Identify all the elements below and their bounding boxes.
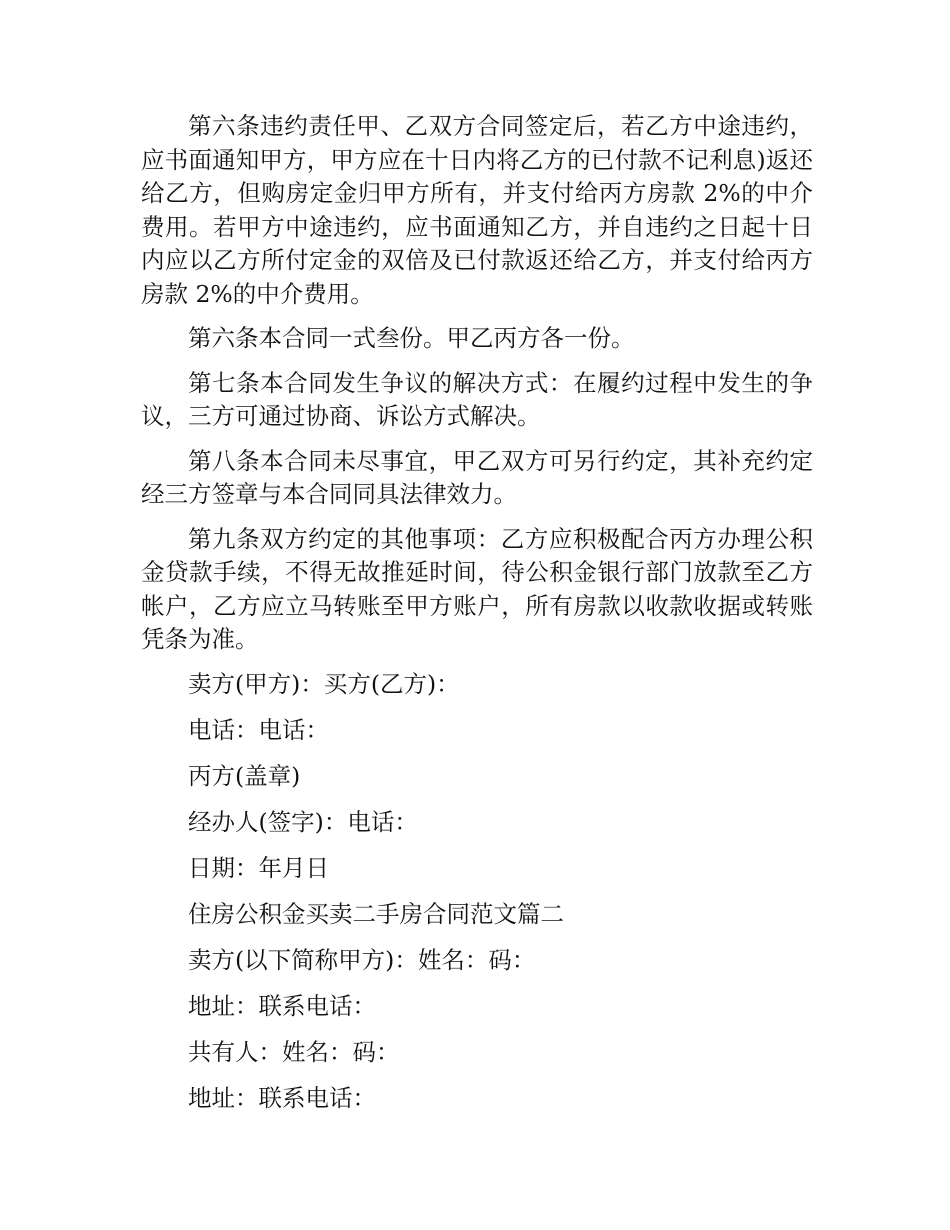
clause-other-matters: 第九条双方约定的其他事项：乙方应积极配合丙方办理公积金贷款手续，不得无故推延时间，待公积金银行部门放款至乙方帐户，乙方应立马转账至甲方账户，所有房款以收款收据或转账凭条为准。 [141, 524, 813, 653]
address-line: 地址：联系电话： [188, 991, 376, 1020]
clause-copies: 第六条本合同一式叁份。甲乙丙方各一份。 [188, 324, 635, 352]
party-c-seal-line: 丙方(盖章) [188, 761, 301, 790]
co-owner-line: 共有人：姓名：码： [188, 1037, 400, 1066]
document-body [141, 110, 813, 1128]
co-owner-address-line: 地址：联系电话： [188, 1083, 376, 1112]
seller-info-line: 卖方(以下简称甲方)：姓名：码： [188, 945, 536, 974]
clause-breach-liability: 第六条违约责任甲、乙双方合同签定后，若乙方中途违约，应书面通知甲方，甲方应在十日内将乙方的已付款不记利息)返还给乙方，但购房定金归甲方所有，并支付给丙方房款 2%的中介费用。若甲方中途违约，应书面通知乙方，并自违约之日起十日内应以乙方所付定金的双倍及已付款返还给乙方，并支付给丙方房款 2%的中介费用。 [141, 112, 813, 308]
agent-signature-line: 经办人(签字)：电话： [188, 807, 418, 836]
clause-dispute-resolution: 第七条本合同发生争议的解决方式：在履约过程中发生的争议，三方可通过协商、诉讼方式解决。 [141, 368, 813, 430]
clause-supplementary: 第八条本合同未尽事宜，甲乙双方可另行约定，其补充约定经三方签章与本合同同具法律效力。 [141, 446, 813, 508]
date-line: 日期：年月日 [188, 853, 329, 882]
section-heading: 住房公积金买卖二手房合同范文篇二 [188, 899, 564, 928]
seller-buyer-signature-line: 卖方(甲方)：买方(乙方)： [188, 669, 460, 698]
phone-line: 电话：电话： [188, 715, 329, 744]
